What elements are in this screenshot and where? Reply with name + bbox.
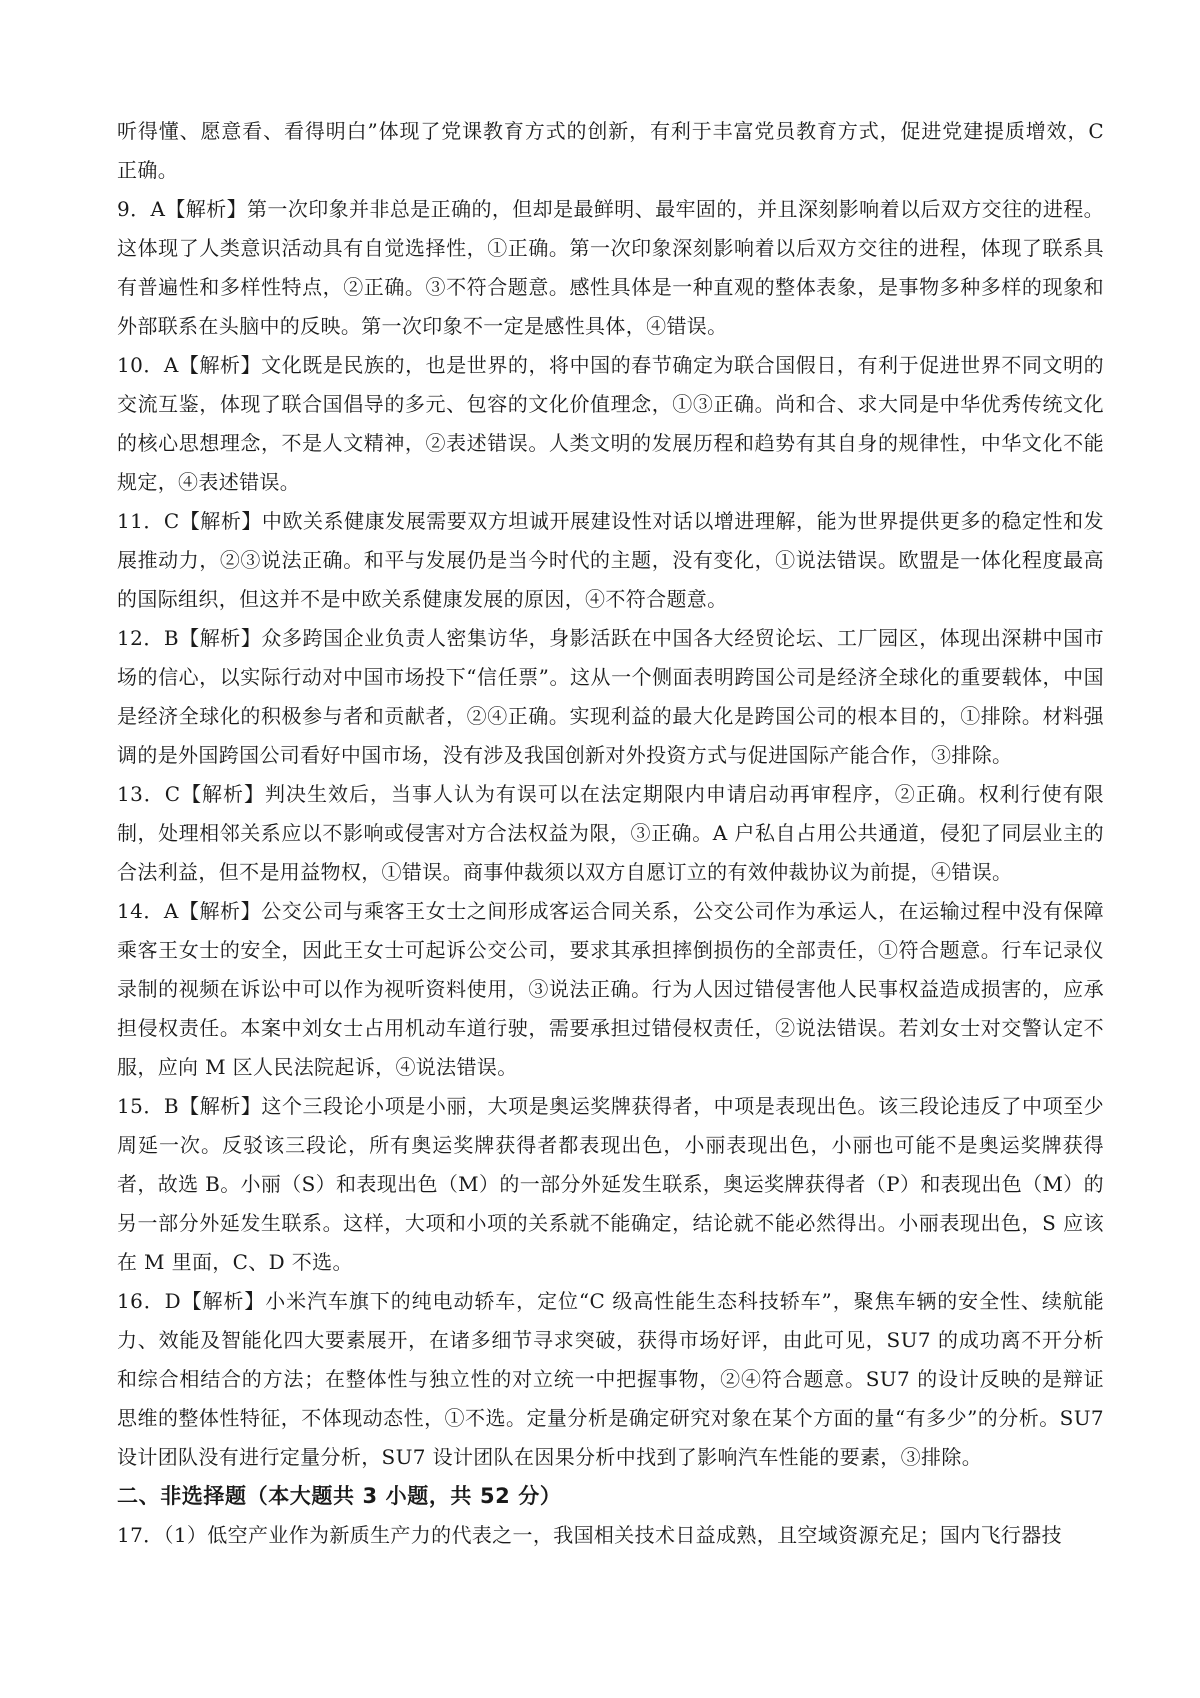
answer-12: 12．B【解析】众多跨国企业负责人密集访华，身影活跃在中国各大经贸论坛、工厂园区，体现出深耕中国市场的信心，以实际行动对中国市场投下“信任票”。这从一个侧面表明跨国公司是经济全球化的重要载体，中国是经济全球化的积极参与者和贡献者，②④正确。实现利益的最大化是跨国公司的根本目的，①排除。材料强调的是外国跨国公司看好中国市场，没有涉及我国创新对外投资方式与促进国际产能合作，③排除。: [117, 626, 1104, 767]
answer-13: 13．C【解析】判决生效后，当事人认为有误可以在法定期限内申请启动再审程序，②正确。权利行使有限制，处理相邻关系应以不影响或侵害对方合法权益为限，③正确。A 户私自占用公共通道，侵犯了同层业主的合法利益，但不是用益物权，①错误。商事仲裁须以双方自愿订立的有效仲裁协议为前提，④错误。: [117, 782, 1104, 884]
section-heading: 二、非选择题（本大题共 3 小题，共 52 分）: [117, 1484, 562, 1508]
answer-11: 11．C【解析】中欧关系健康发展需要双方坦诚开展建设性对话以增进理解，能为世界提供更多的稳定性和发展推动力，②③说法正确。和平与发展仍是当今时代的主题，没有变化，①说法错误。欧盟是一体化程度最高的国际组织，但这并不是中欧关系健康发展的原因，④不符合题意。: [117, 509, 1104, 611]
answer-15: 15．B【解析】这个三段论小项是小丽，大项是奥运奖牌获得者，中项是表现出色。该三段论违反了中项至少周延一次。反驳该三段论，所有奥运奖牌获得者都表现出色，小丽表现出色，小丽也可能不是奥运奖牌获得者，故选 B。小丽（S）和表现出色（M）的一部分外延发生联系，奥运奖牌获得者（P）和表现出色（M）的另一部分外延发生联系。这样，大项和小项的关系就不能确定，结论就不能必然得出。小丽表现出色，S 应该在 M 里面，C、D 不选。: [117, 1094, 1104, 1274]
answer-10: 10．A【解析】文化既是民族的，也是世界的，将中国的春节确定为联合国假日，有利于促进世界不同文明的交流互鉴，体现了联合国倡导的多元、包容的文化价值理念，①③正确。尚和合、求大同是中华优秀传统文化的核心思想理念，不是人文精神，②表述错误。人类文明的发展历程和趋势有其自身的规律性，中华文化不能规定，④表述错误。: [117, 353, 1104, 494]
paragraph-continuation: 听得懂、愿意看、看得明白”体现了党课教育方式的创新，有利于丰富党员教育方式，促进党建提质增效，C 正确。: [117, 119, 1104, 182]
answer-9: 9．A【解析】第一次印象并非总是正确的，但却是最鲜明、最牢固的，并且深刻影响着以后双方交往的进程。这体现了人类意识活动具有自觉选择性，①正确。第一次印象深刻影响着以后双方交往的进程，体现了联系具有普遍性和多样性特点，②正确。③不符合题意。感性具体是一种直观的整体表象，是事物多种多样的现象和外部联系在头脑中的反映。第一次印象不一定是感性具体，④错误。: [117, 197, 1104, 338]
answer-16: 16．D【解析】小米汽车旗下的纯电动轿车，定位“C 级高性能生态科技轿车”，聚焦车辆的安全性、续航能力、效能及智能化四大要素展开，在诸多细节寻求突破，获得市场好评，由此可见，SU7 的成功离不开分析和综合相结合的方法；在整体性与独立性的对立统一中把握事物，②④符合题意。SU7 的设计反映的是辩证思维的整体性特征，不体现动态性，①不选。定量分析是确定研究对象在某个方面的量“有多少”的分析。SU7 设计团队没有进行定量分析，SU7 设计团队在因果分析中找到了影响汽车性能的要素，③排除。: [117, 1289, 1104, 1469]
answer-14: 14．A【解析】公交公司与乘客王女士之间形成客运合同关系，公交公司作为承运人，在运输过程中没有保障乘客王女士的安全，因此王女士可起诉公交公司，要求其承担摔倒损伤的全部责任，①符合题意。行车记录仪录制的视频在诉讼中可以作为视听资料使用，③说法正确。行为人因过错侵害他人民事权益造成损害的，应承担侵权责任。本案中刘女士占用机动车道行驶，需要承担过错侵权责任，②说法错误。若刘女士对交警认定不服，应向 M 区人民法院起诉，④说法错误。: [117, 899, 1104, 1079]
answer-17: 17．（1）低空产业作为新质生产力的代表之一，我国相关技术日益成熟，且空域资源充足；国内飞行器技: [117, 1523, 1062, 1547]
